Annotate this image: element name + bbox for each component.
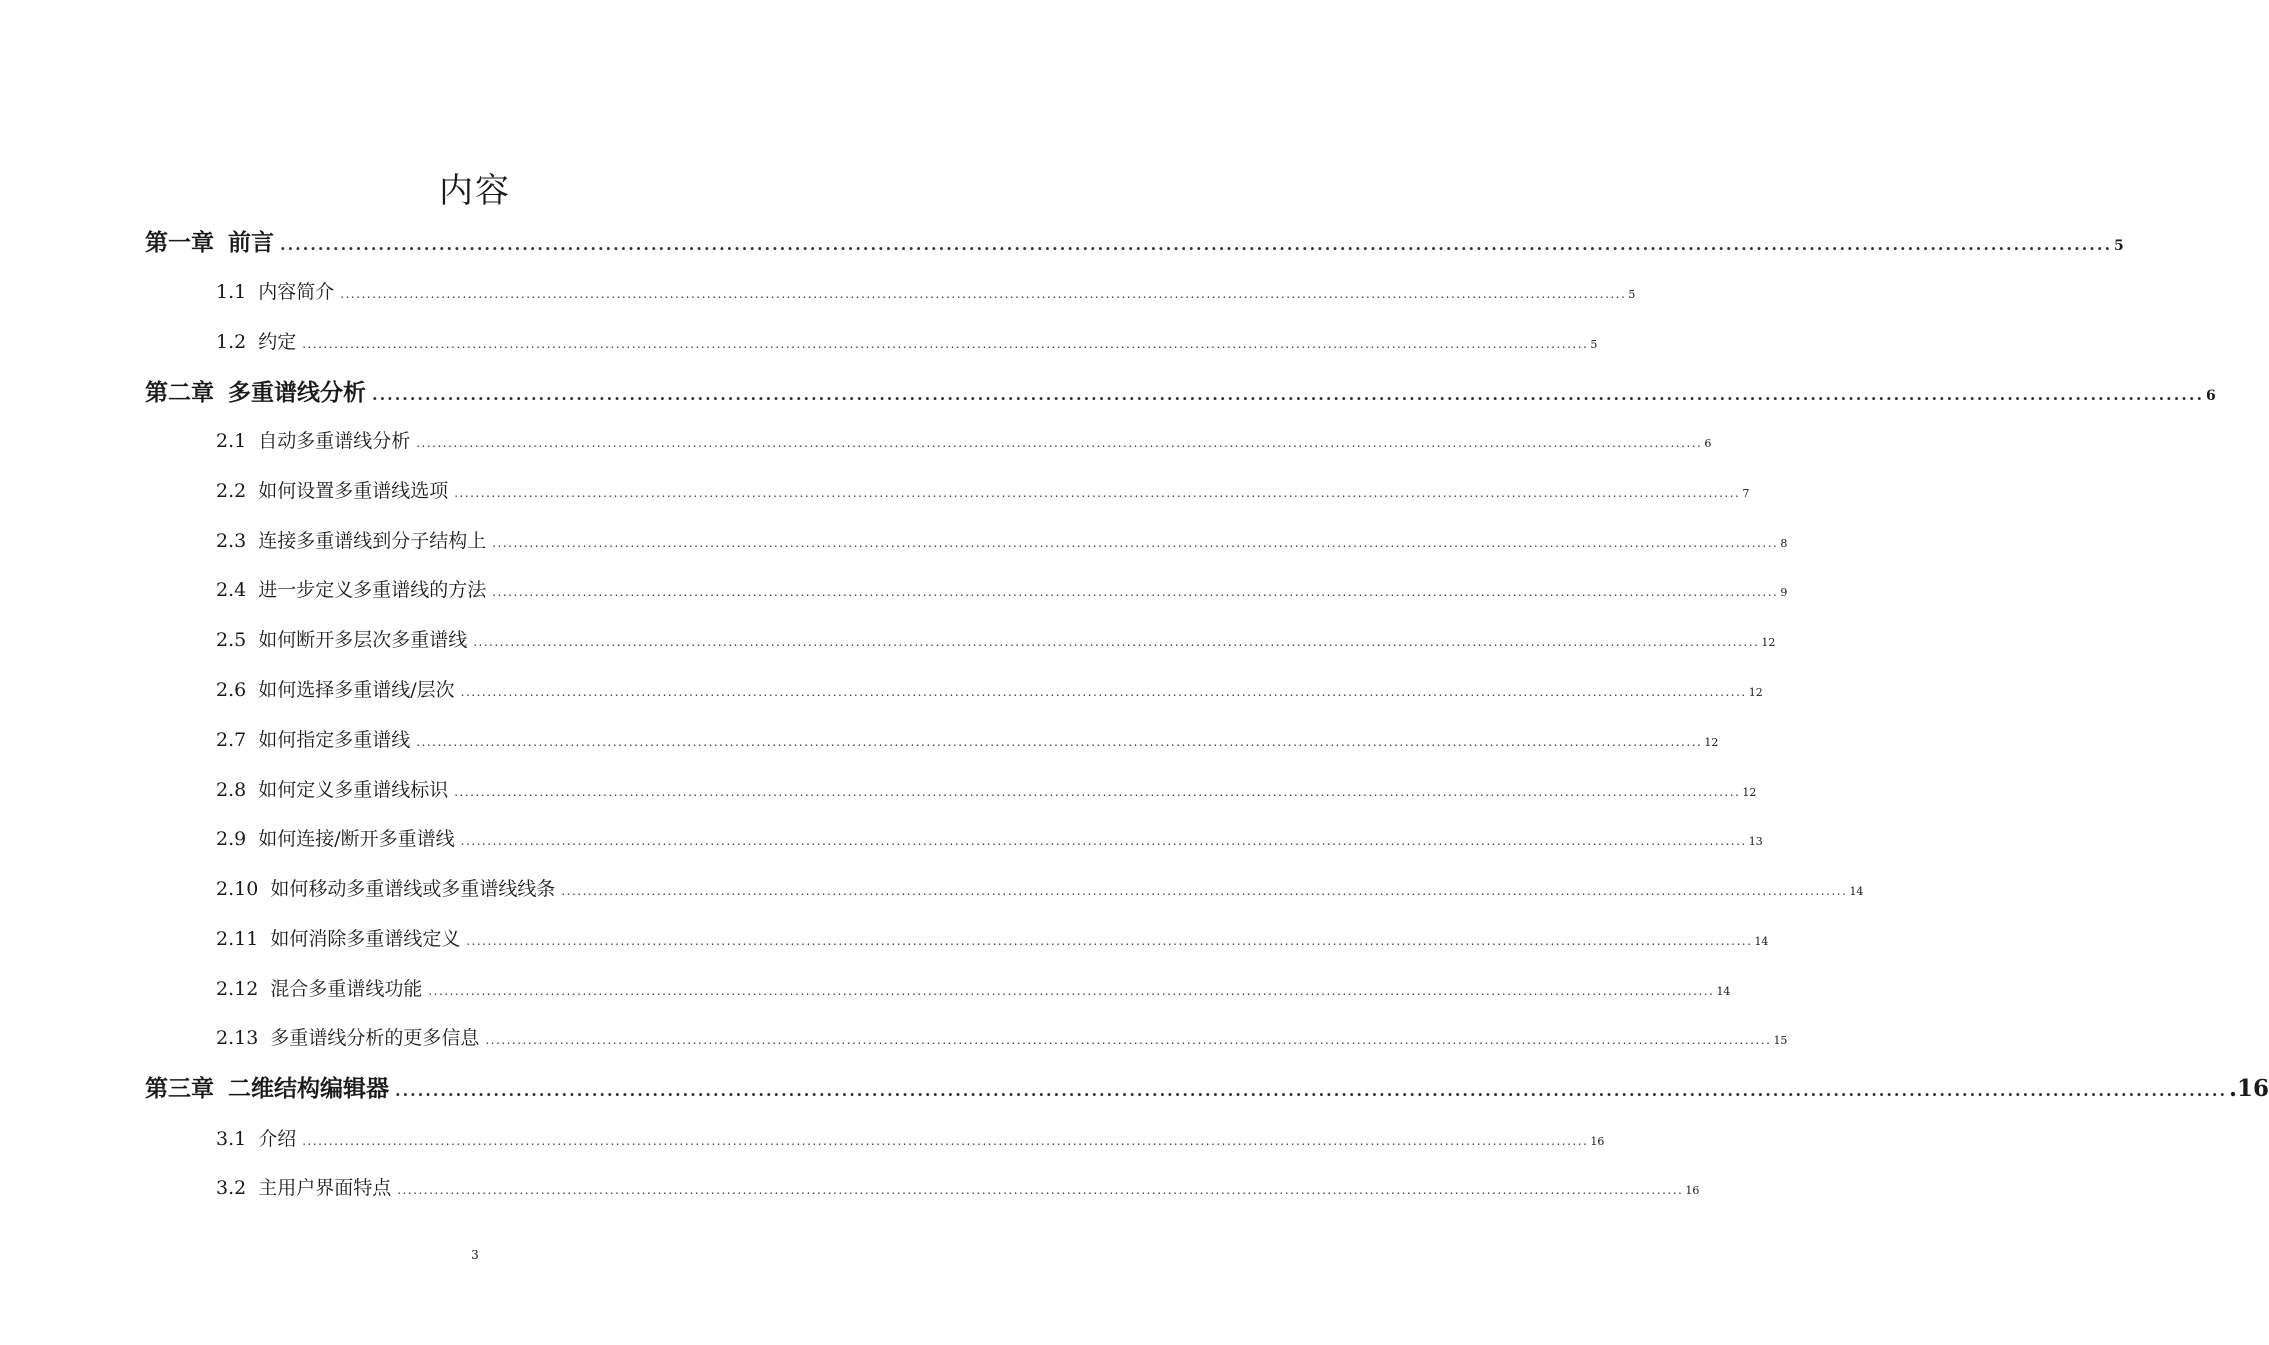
page-number: 3 <box>471 1248 479 1262</box>
toc-entry-page: 6 <box>2206 388 2216 404</box>
toc-leader-dots: .................................................................................................................................................................................................................................................. <box>302 337 1589 351</box>
toc-entry-number: 1.2 <box>216 331 247 353</box>
toc-entry-title: 如何指定多重谱线 <box>258 729 411 751</box>
toc-entry-title: 如何移动多重谱线或多重谱线线条 <box>270 878 556 900</box>
toc-entry-section[interactable] <box>216 874 1864 901</box>
toc-leader-dots: .................................................................................................................................................................................................................................................. <box>280 235 2113 254</box>
toc-entry-section[interactable] <box>216 327 1598 354</box>
toc-leader-dots: .................................................................................................................................................................................................................................................. <box>473 635 1760 649</box>
toc-leader-dots: .................................................................................................................................................................................................................................................. <box>492 536 1779 550</box>
toc-entry-page: 16 <box>1685 1184 1700 1197</box>
toc-entry-page: 5 <box>2114 238 2124 254</box>
toc-leader-dots: .................................................................................................................................................................................................................................................. <box>397 1183 1684 1197</box>
toc-entry-title: 如何连接/断开多重谱线 <box>258 828 455 850</box>
toc-entry-chapter-3[interactable] <box>145 1070 2269 1103</box>
toc-entry-number: 第二章 <box>145 379 214 406</box>
toc-entry-page: 12 <box>1748 686 1763 699</box>
toc-entry-number: 2.9 <box>216 828 247 850</box>
toc-entry-page: 5 <box>1628 288 1636 301</box>
toc-entry-number: 第一章 <box>145 229 214 256</box>
toc-entry-number: 3.1 <box>216 1128 247 1150</box>
toc-entry-title: 连接多重谱线到分子结构上 <box>258 530 487 552</box>
toc-entry-title: 自动多重谱线分析 <box>258 430 411 452</box>
toc-entry-page: 14 <box>1716 985 1731 998</box>
toc-entry-section[interactable] <box>216 476 1750 503</box>
toc-leader-dots: .................................................................................................................................................................................................................................................. <box>460 834 1747 848</box>
toc-entry-chapter-2[interactable] <box>145 374 2216 407</box>
toc-entry-page: 5 <box>1590 338 1598 351</box>
toc-leader-dots: .................................................................................................................................................................................................................................................. <box>454 785 1741 799</box>
toc-entry-number: 2.5 <box>216 629 247 651</box>
toc-entry-title: 如何消除多重谱线定义 <box>270 928 461 950</box>
toc-leader-dots: .................................................................................................................................................................................................................................................. <box>454 486 1741 500</box>
toc-entry-section[interactable] <box>216 575 1788 602</box>
toc-entry-title: 介绍 <box>258 1128 297 1150</box>
toc-entry-number: 2.10 <box>216 878 259 900</box>
toc-entry-number: 2.3 <box>216 530 247 552</box>
toc-entry-number: 第三章 <box>145 1075 214 1102</box>
toc-entry-page: 14 <box>1849 885 1864 898</box>
toc-leader-dots: .................................................................................................................................................................................................................................................. <box>561 884 1848 898</box>
toc-entry-title: 约定 <box>258 331 297 353</box>
toc-entry-page: 16 <box>1590 1135 1605 1148</box>
toc-leader-dots: .................................................................................................................................................................................................................................................. <box>466 934 1753 948</box>
toc-leader-dots: .................................................................................................................................................................................................................................................. <box>395 1081 2228 1100</box>
toc-entry-number: 2.11 <box>216 928 259 950</box>
toc-entry-number: 2.1 <box>216 430 247 452</box>
toc-entry-page: 12 <box>1761 636 1776 649</box>
toc-entry-title: 内容简介 <box>258 281 335 303</box>
toc-entry-section[interactable] <box>216 1023 1788 1050</box>
toc-leader-dots: .................................................................................................................................................................................................................................................. <box>340 287 1627 301</box>
toc-entry-number: 3.2 <box>216 1177 247 1199</box>
toc-entry-page: 12 <box>1742 786 1757 799</box>
toc-entry-page: 15 <box>1773 1034 1788 1047</box>
toc-entry-section[interactable] <box>216 725 1719 752</box>
toc-entry-number: 2.7 <box>216 729 247 751</box>
toc-leader-dots: .................................................................................................................................................................................................................................................. <box>372 385 2205 404</box>
toc-entry-section[interactable] <box>216 426 1712 453</box>
toc-leader-dots: .................................................................................................................................................................................................................................................. <box>492 585 1779 599</box>
toc-entry-number: 2.2 <box>216 480 247 502</box>
toc-entry-chapter-1[interactable] <box>145 224 2124 257</box>
toc-entry-number: 2.13 <box>216 1027 259 1049</box>
toc-entry-title: 如何断开多层次多重谱线 <box>258 629 468 651</box>
toc-leader-dots: .................................................................................................................................................................................................................................................. <box>460 685 1747 699</box>
toc-entry-section[interactable] <box>216 824 1763 851</box>
toc-entry-number: 1.1 <box>216 281 247 303</box>
toc-entry-page: 14 <box>1754 935 1769 948</box>
toc-leader-dots: .................................................................................................................................................................................................................................................. <box>428 984 1715 998</box>
toc-entry-page: .16 <box>2229 1075 2269 1102</box>
toc-entry-title: 前言 <box>228 229 274 256</box>
toc-entry-title: 进一步定义多重谱线的方法 <box>258 579 487 601</box>
toc-entry-page: 6 <box>1704 437 1712 450</box>
toc-entry-number: 2.8 <box>216 779 247 801</box>
toc-entry-title: 如何设置多重谱线选项 <box>258 480 449 502</box>
toc-entry-section[interactable] <box>216 526 1788 553</box>
toc-leader-dots: .................................................................................................................................................................................................................................................. <box>416 436 1703 450</box>
toc-leader-dots: .................................................................................................................................................................................................................................................. <box>485 1033 1772 1047</box>
toc-entry-title: 二维结构编辑器 <box>228 1075 389 1102</box>
toc-entry-title: 多重谱线分析的更多信息 <box>270 1027 480 1049</box>
toc-leader-dots: .................................................................................................................................................................................................................................................. <box>416 735 1703 749</box>
toc-entry-page: 13 <box>1748 835 1763 848</box>
toc-entry-section[interactable] <box>216 675 1763 702</box>
page-title: 内容 <box>439 170 511 211</box>
toc-entry-number: 2.6 <box>216 679 247 701</box>
toc-entry-title: 多重谱线分析 <box>228 379 366 406</box>
toc-entry-number: 2.12 <box>216 978 259 1000</box>
toc-entry-title: 如何选择多重谱线/层次 <box>258 679 455 701</box>
toc-entry-page: 8 <box>1780 537 1788 550</box>
toc-entry-page: 12 <box>1704 736 1719 749</box>
toc-entry-page: 9 <box>1780 586 1788 599</box>
toc-entry-section[interactable] <box>216 1124 1605 1151</box>
toc-entry-page: 7 <box>1742 487 1750 500</box>
toc-entry-section[interactable] <box>216 1173 1700 1200</box>
toc-leader-dots: .................................................................................................................................................................................................................................................. <box>302 1134 1589 1148</box>
toc-entry-section[interactable] <box>216 974 1731 1001</box>
toc-entry-section[interactable] <box>216 924 1769 951</box>
toc-entry-title: 主用户界面特点 <box>258 1177 392 1199</box>
toc-entry-title: 如何定义多重谱线标识 <box>258 779 449 801</box>
toc-entry-section[interactable] <box>216 775 1757 802</box>
toc-entry-section[interactable] <box>216 625 1776 652</box>
toc-entry-number: 2.4 <box>216 579 247 601</box>
toc-entry-title: 混合多重谱线功能 <box>270 978 423 1000</box>
toc-entry-section[interactable] <box>216 277 1636 304</box>
